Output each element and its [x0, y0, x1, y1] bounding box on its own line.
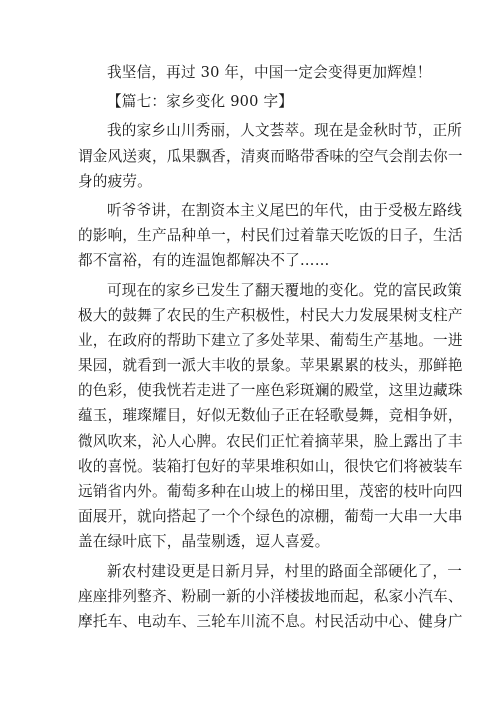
text-line: 身的疲劳。: [78, 172, 152, 190]
text-line: 谓金风送爽，瓜果飘香，清爽而略带香味的空气会削去你一: [78, 147, 463, 165]
text-line: 远销省内外。葡萄多种在山坡上的梯田里，茂密的枝叶向四: [78, 483, 463, 500]
text-line: 我的家乡山川秀丽，人文荟萃。现在是金秋时节，正所: [107, 122, 463, 140]
text-line: 蕴玉，璀璨耀目，好似无数仙子正在轻歌曼舞，竞相争妍，: [78, 407, 463, 425]
text-line: 果园，就看到一派大丰收的景象。苹果累累的枝头，那鲜艳: [78, 357, 463, 375]
text-line: 听爷爷讲，在割资本主义尾巴的年代，由于受极左路线: [107, 201, 463, 219]
text-line: 的色彩，使我恍若走进了一座色彩斑斓的殿堂，这里边藏珠: [78, 382, 463, 400]
text-line: 新农村建设更是日新月异，村里的路面全部硬化了，一: [107, 562, 463, 580]
text-line: 微风吹来，沁人心脾。农民们正忙着摘苹果，脸上露出了丰: [78, 432, 463, 450]
text-line: 我坚信，再过 30 年，中国一定会变得更加辉煌！: [107, 64, 432, 81]
section-heading: 【篇七：家乡变化 900 字】: [107, 93, 294, 111]
document-body: [78, 60, 463, 634]
text-line: 的影响，生产品种单一，村民们过着靠天吃饭的日子，生活: [78, 227, 463, 245]
text-line: 摩托车、电动车、三轮车川流不息。村民活动中心、健身广: [78, 612, 463, 630]
text-line: 座座排列整齐、粉刷一新的小洋楼拔地而起，私家小汽车、: [78, 587, 463, 605]
text-line: 极大的鼓舞了农民的生产积极性，村民大力发展果树支柱产: [78, 306, 463, 324]
text-line: 业，在政府的帮助下建立了多处苹果、葡萄生产基地。一进: [78, 331, 463, 349]
text-line: 都不富裕，有的连温饱都解决不了……: [78, 252, 330, 270]
text-line: 可现在的家乡已发生了翻天覆地的变化。党的富民政策: [107, 281, 463, 299]
text-line: 盖在绿叶底下，晶莹剔透，逗人喜爱。: [78, 533, 330, 551]
text-line: 收的喜悦。装箱打包好的苹果堆积如山，很快它们将被装车: [78, 457, 463, 475]
text-line: 面展开，就向搭起了一个个绿色的凉棚，葡萄一大串一大串: [78, 508, 463, 526]
